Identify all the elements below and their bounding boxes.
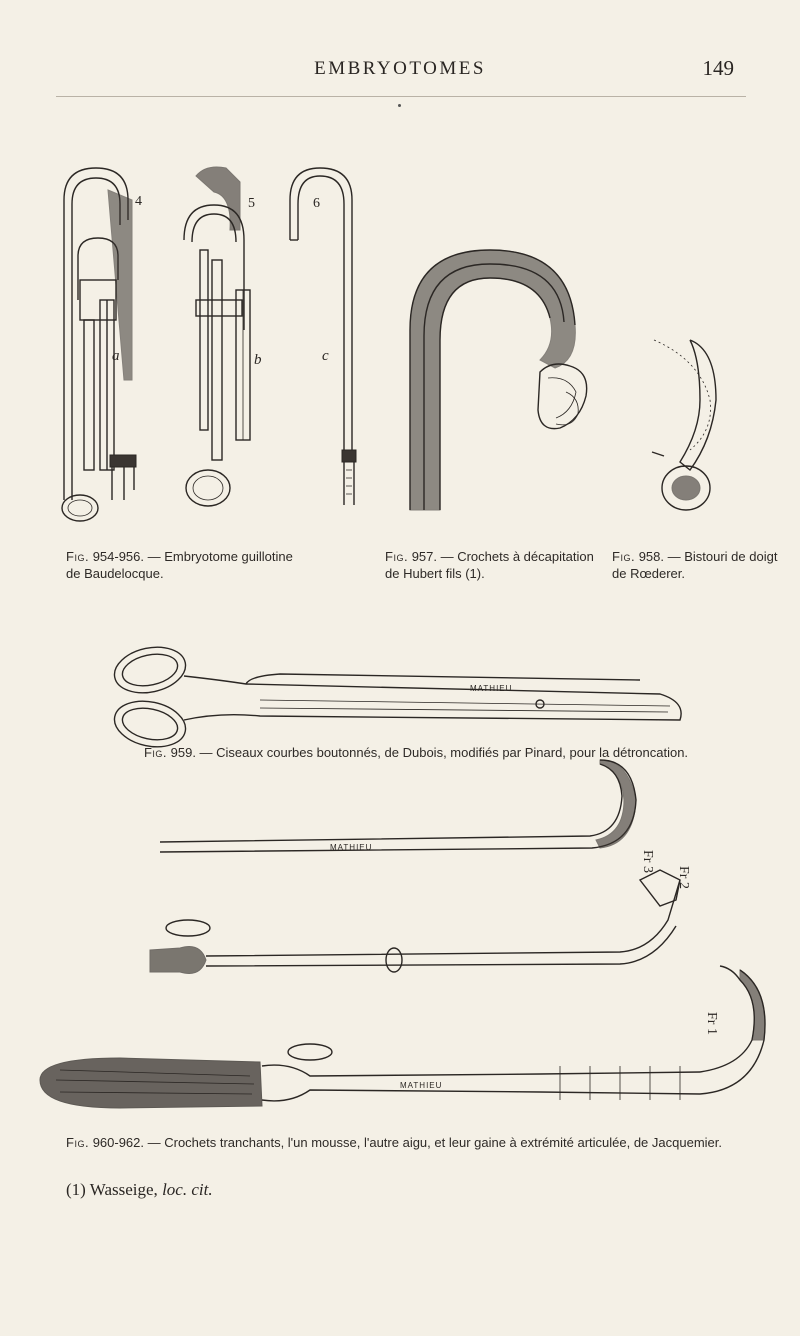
fig-957-instrument	[410, 250, 587, 510]
page-number: 149	[702, 56, 734, 80]
caption-text: 959. — Ciseaux courbes boutonnés, de Dubois, modifiés par Pinard, pour la détroncation.	[170, 745, 689, 760]
label-5: 5	[248, 196, 255, 211]
fig-label: Fig.	[612, 549, 636, 564]
caption-fig-957	[385, 548, 595, 582]
footnote-author: Wasseige,	[89, 1180, 158, 1199]
fig-960-962-instruments	[40, 760, 765, 1108]
caption-fig-958	[612, 548, 780, 582]
fig-958-instrument	[652, 340, 716, 510]
fig-label: Fig.	[385, 549, 409, 564]
label-fr2: Fr 2	[676, 866, 691, 889]
fig-label: Fig.	[66, 549, 90, 564]
caption-text: 957. — Crochets à décapitation de Hubert fils (1).	[385, 549, 594, 581]
fig-955-instrument	[184, 167, 262, 506]
caption-fig-959	[66, 744, 766, 761]
footnote-ref: loc. cit.	[162, 1180, 213, 1199]
caption-text: 960-962. — Crochets tranchants, l'un mousse, l'autre aigu, et leur gaine à extrémité articulée, de Jacquemier.	[92, 1135, 722, 1150]
fig-954-instrument	[62, 168, 142, 521]
fig-960-stamp: MATHIEU	[330, 843, 373, 852]
caption-fig-954-956	[66, 548, 306, 582]
fig-962-stamp: MATHIEU	[400, 1081, 443, 1090]
caption-fig-960-962	[66, 1134, 786, 1151]
label-6: 6	[313, 196, 320, 211]
label-4: 4	[135, 194, 142, 209]
fig-label: Fig.	[66, 1135, 90, 1150]
label-b: b	[254, 352, 262, 368]
label-a: a	[112, 348, 120, 364]
label-fr3: Fr 3	[640, 850, 655, 873]
footnote	[66, 1180, 213, 1200]
footnote-number: (1)	[66, 1180, 86, 1199]
fig-959-stamp: MATHIEU	[470, 684, 513, 693]
running-title: EMBRYOTOMES	[314, 58, 486, 79]
caption-text: 958. — Bistouri de doigt de Rœderer.	[612, 549, 778, 581]
label-fr1: Fr 1	[704, 1012, 719, 1035]
fig-959-instrument	[110, 641, 681, 753]
fig-956-instrument	[290, 168, 356, 505]
label-c: c	[322, 348, 329, 364]
caption-text: 954-956. — Embryotome guillotine de Baudelocque.	[66, 549, 293, 581]
fig-label: Fig.	[143, 745, 167, 760]
